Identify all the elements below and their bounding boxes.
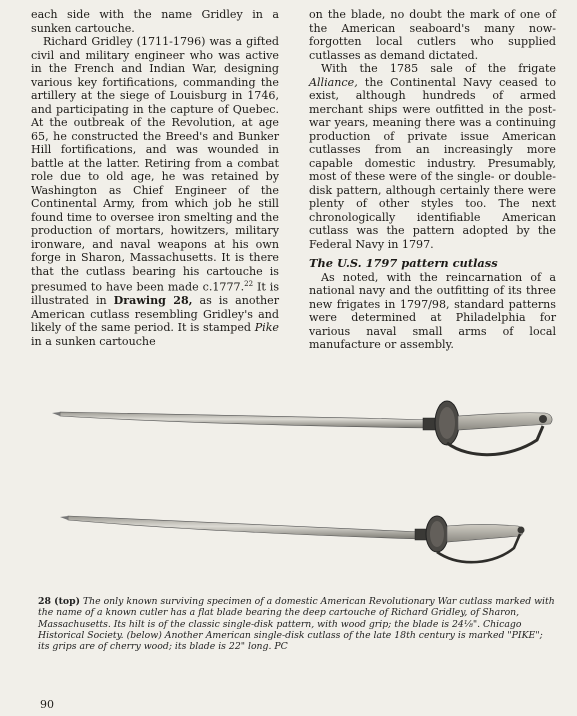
caption-text: The only known surviving specimen of a domestic American Revolutionary War cutlass marked with the name of a known cutler has a flat blade bearing the deep cartouche of Richard Gridley, of Sharon, Massachusetts. Its hilt is of the classic single-disk pattern, with wood grip; the blade is 24⅛". Chicago Historical Society. (below) Another American single-disk cutlass of the late 18th century is marked "PIKE"; its grips are of cherry wood; its blade is 22" long. PC [38, 596, 555, 653]
section-heading: The U.S. 1797 pattern cutlass [309, 256, 498, 270]
paragraph-gridley-name: each side with the name Gridley in a sunken cartouche. [31, 8, 279, 35]
paragraph-richard-gridley: Richard Gridley (1711-1796) was a gifted civil and military engineer who was active in the French and Indian War, designing various key fortifications, commanding the artillery at the siege of Louisburg in 1746, and participating in the capture of Quebec. At the outbreak of the Revolution, at age 65, he constructed the Breed's and Bunker Hill fortifications, and was wounded in battle at the latter. Retiring from a combat role due to old age, he was retained by Washington as Chief Engineer of the Continental Army, from which job he still found time to oversee iron smelting and the production of mortars, howitzers, military ironware, and naval weapons at his own forge in Sharon, Massachusetts. It is there that the cutlass bearing his cartouche is presumed to have been made c.1777.22 It is illustrated in Drawing 28, as is another American cutlass resembling Gridley's and likely of the same period. It is stamped Pike in a sunken cartouche [31, 35, 280, 348]
left-text-column [31, 8, 279, 348]
paragraph-1797-pattern: As noted, with the reincarnation of a national navy and the outfitting of its three new frigates in 1797/98, standard patterns were determined at Philadelphia for various naval small arms of local manufacture or assembly. [309, 270, 556, 351]
ship-name: Alliance, [309, 75, 358, 89]
stamp-name: Pike [254, 321, 279, 335]
page-number: 90 [40, 698, 54, 711]
paragraph-local-cutlers: on the blade, no doubt the mark of one of the American seaboard's many now-forgotten local cutlers who supplied cutlasses as demand dictated. [309, 8, 556, 62]
right-text-column [309, 8, 556, 352]
cutlass-photograph [40, 376, 565, 586]
drawing-reference: Drawing 28, [113, 294, 193, 308]
caption-label: 28 (top) [38, 596, 80, 607]
figure-caption [38, 596, 556, 652]
paragraph-alliance: With the 1785 sale of the frigate Alliance, the Continental Navy ceased to exist, although hundreds of armed merchant ships were outfitted in the post-war years, meaning there was a continuing production of private issue American cutlasses from an increasingly more capable domestic industry. Presumably, most of these were of the single- or double-disk pattern, although certainly there were plenty of other styles too. The next chronologically identifiable American cutlass was the pattern adopted by the Federal Navy in 1797. [309, 62, 557, 251]
footnote-marker: 22 [244, 280, 254, 288]
pike-cutlass [60, 516, 525, 562]
gridley-cutlass [52, 401, 552, 455]
